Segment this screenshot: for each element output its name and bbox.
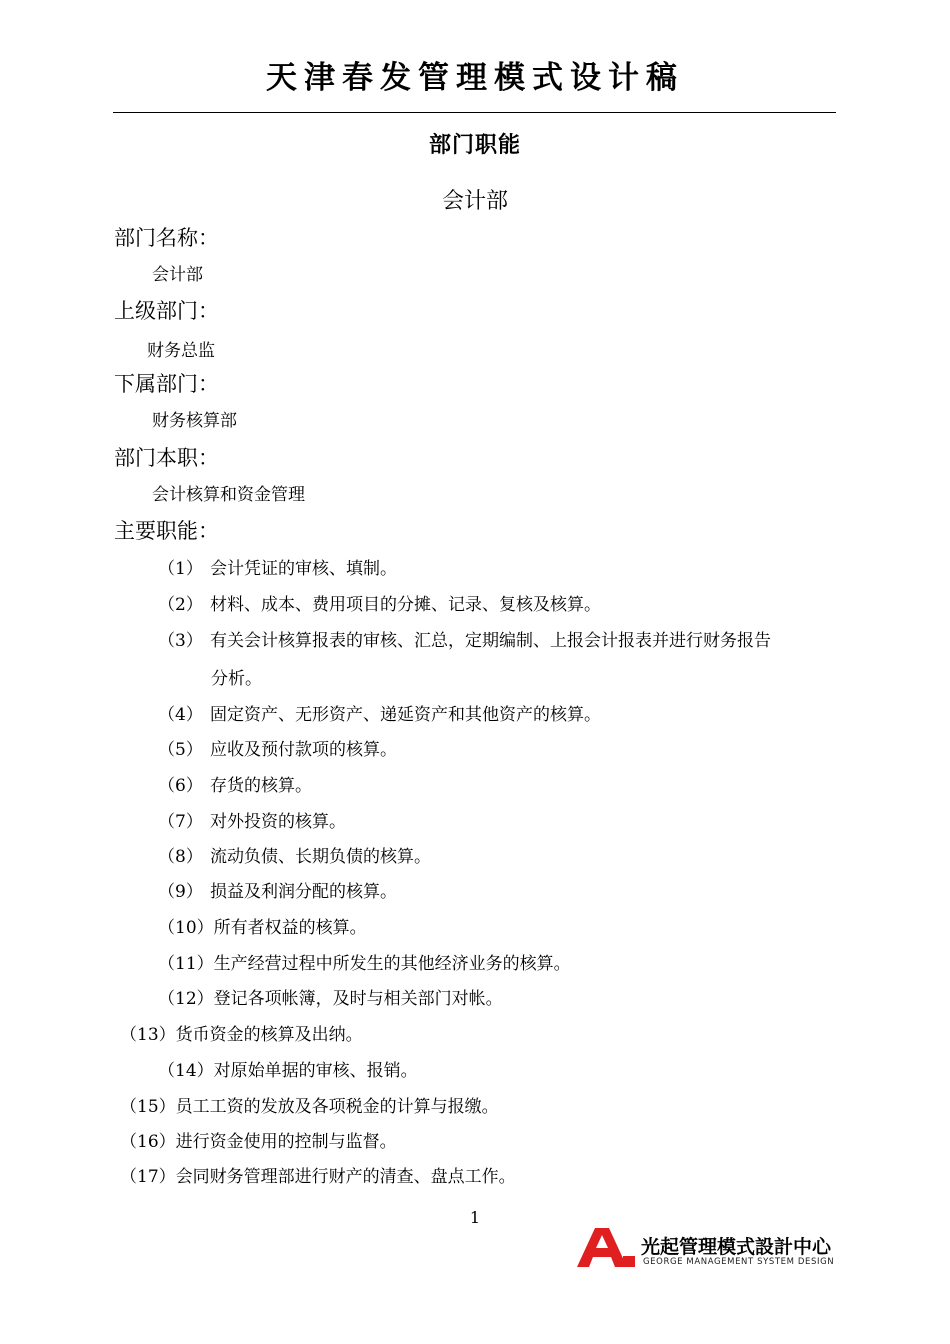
function-item-text: 货币资金的核算及出纳。 — [175, 1025, 363, 1045]
function-item-text: 生产经营过程中所发生的其他经济业务的核算。 — [213, 954, 571, 974]
function-item-text: 流动负债、长期负债的核算。 — [210, 847, 431, 867]
function-item-text: 有关会计核算报表的审核、汇总，定期编制、上报会计报表并进行财务报告 — [210, 631, 771, 651]
logo-a-mark-icon — [575, 1226, 637, 1268]
function-item-number: （6） — [158, 776, 203, 796]
field-label-sub-department: 下属部门： — [114, 372, 219, 396]
company-logo — [575, 1226, 840, 1270]
function-item-number: （15） — [120, 1097, 176, 1117]
function-item-number: （10） — [158, 918, 214, 938]
function-item-text: 会计凭证的审核、填制。 — [210, 559, 397, 579]
function-item-number: （11） — [158, 954, 214, 974]
function-item — [120, 1166, 516, 1188]
function-item-number: （13） — [120, 1025, 176, 1045]
function-item — [158, 988, 503, 1010]
function-item-number: （9） — [158, 882, 203, 902]
function-item-number: （1） — [158, 559, 203, 579]
department-title: 会计部 — [441, 189, 508, 214]
function-item-number: （12） — [158, 989, 214, 1009]
function-item-number: （8） — [158, 847, 203, 867]
function-item — [158, 1060, 418, 1082]
function-item-number: （2） — [158, 595, 203, 615]
header-divider — [113, 112, 836, 113]
functions-label: 主要职能： — [114, 519, 219, 543]
function-item — [158, 953, 571, 975]
function-item-text: 登记各项帐簿，及时与相关部门对帐。 — [213, 989, 503, 1009]
function-item — [158, 917, 367, 939]
function-item — [158, 881, 397, 903]
function-item-text: 所有者权益的核算。 — [213, 918, 367, 938]
logo-english-name: GEORGE MANAGEMENT SYSTEM DESIGN — [643, 1257, 835, 1267]
function-item-text: 会同财务管理部进行财产的清查、盘点工作。 — [175, 1167, 516, 1187]
function-item-text: 应收及预付款项的核算。 — [210, 740, 397, 760]
document-title: 天津春发管理模式设计稿 — [266, 60, 684, 96]
field-label-department-name: 部门名称： — [114, 226, 219, 250]
function-item-text: 存货的核算。 — [210, 776, 312, 796]
field-value-parent-department: 财务总监 — [147, 341, 215, 361]
function-item — [158, 558, 397, 580]
function-item — [120, 1024, 363, 1046]
function-item-number: （4） — [158, 705, 203, 725]
function-item-text: 固定资产、无形资产、递延资产和其他资产的核算。 — [210, 705, 601, 725]
function-item-continuation: 分析。 — [211, 669, 262, 689]
field-value-department-duty: 会计核算和资金管理 — [152, 485, 305, 505]
function-item-text: 进行资金使用的控制与监督。 — [175, 1132, 397, 1152]
function-item-number: （3） — [158, 631, 203, 651]
section-title: 部门职能 — [428, 133, 521, 158]
function-item — [158, 846, 431, 868]
function-item — [120, 1131, 397, 1153]
function-item-text: 对外投资的核算。 — [210, 812, 346, 832]
field-label-parent-department: 上级部门： — [114, 299, 219, 323]
page-number: 1 — [469, 1208, 481, 1227]
logo-chinese-name: 光起管理模式設計中心 — [641, 1236, 832, 1258]
function-item-text: 对原始单据的审核、报销。 — [213, 1061, 418, 1081]
function-item-number: （5） — [158, 740, 203, 760]
function-item-text: 材料、成本、费用项目的分摊、记录、复核及核算。 — [210, 595, 601, 615]
function-item-number: （17） — [120, 1167, 176, 1187]
function-item — [158, 594, 601, 616]
function-item-number: （16） — [120, 1132, 176, 1152]
function-item-text: 损益及利润分配的核算。 — [210, 882, 397, 902]
function-item — [158, 811, 346, 833]
function-item-number: （7） — [158, 812, 203, 832]
field-value-sub-department: 财务核算部 — [152, 411, 237, 431]
function-item — [158, 775, 312, 797]
field-label-department-duty: 部门本职： — [114, 446, 219, 470]
field-value-department-name: 会计部 — [152, 265, 203, 285]
function-item — [158, 630, 771, 652]
function-item — [120, 1096, 499, 1118]
function-item-text: 员工工资的发放及各项税金的计算与报缴。 — [175, 1097, 499, 1117]
function-item — [158, 704, 601, 726]
function-item — [158, 739, 397, 761]
function-item-number: （14） — [158, 1061, 214, 1081]
